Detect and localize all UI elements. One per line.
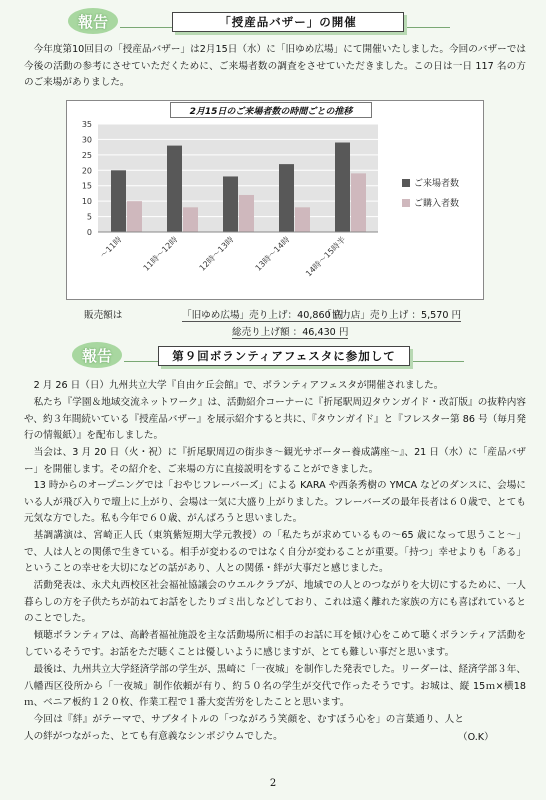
legend-swatch	[402, 179, 410, 187]
paragraph-2: 私たち『学園＆地域交流ネットワーク』は、活動紹介コーナーに『折尾駅周辺タウンガイド・改訂版』の抜粋内容や、約３年間続いている『授産品バザー』を展示紹介すると共に、『タウンガイド』と『フレスター第 86 号（毎月発行の情報紙）』を配布しました。	[24, 397, 526, 441]
bar-buyers	[351, 173, 366, 232]
bar-buyers	[295, 207, 310, 232]
paragraph-4: 13 時からのオープニングでは「おやじフレーバーズ」による KARA や西条秀樹の YMCA などのダンスに、会場にいる人が飛び入りで壇上に上がり、会場は一気に大盛り上がりました。フレーバーズの最年長者は６０歳で、とても元気な方でした。私も今年で６０歳、がんばろうと思いました。	[24, 480, 526, 524]
legend-label: ご購入者数	[414, 199, 460, 209]
author-signature: （O.K）	[458, 732, 494, 743]
y-tick-label: 30	[81, 135, 92, 145]
bar-buyers	[127, 201, 142, 232]
section-title: 「授産品バザー」の開催	[172, 12, 404, 32]
page-number: 2	[269, 778, 277, 789]
paragraph-5: 基調講演は、宮崎正人氏（東筑紫短期大学元教授）の「私たちが求めているもの～65 歳になって思うこと～」で、人は人との関係で生きている。相手が変わるのではなく自分が変わることが重要。「持つ」幸せよりも「ある」ということの幸せを大切になどの話があり、人との関係・絆が大事だと感じました。	[24, 530, 526, 574]
y-tick-label: 15	[81, 181, 92, 191]
report-badge-label-2: 報告	[81, 346, 112, 365]
x-tick-label: ～11時	[98, 235, 124, 260]
bar-visitors	[279, 164, 294, 232]
sales-total: 総売り上げ額 ：46,430 円	[232, 324, 348, 339]
chart-title: 2月15日のご来場者数の時間ごとの推移	[170, 102, 372, 118]
y-tick-label: 20	[81, 166, 92, 176]
y-tick-label: 10	[81, 197, 92, 207]
paragraph-1: 2 月 26 日（日）九州共立大学『自由ケ丘会館』で、ボランティアフェスタが開催されました。	[33, 380, 444, 391]
x-tick-label: 14時～15時半	[304, 235, 348, 279]
paragraph-3: 当会は、3 月 20 日（火・祝）に『折尾駅周辺の街歩き～観光サポーター養成講座～』、21 日（水）に「産品バザー」を開催します。その紹介を、ご来場の方に直接説明をすることができました。	[24, 447, 526, 475]
x-tick-label: 12時～13時	[197, 235, 236, 273]
y-tick-label: 25	[81, 150, 92, 160]
y-tick-label: 5	[86, 212, 92, 222]
y-tick-label: 0	[86, 228, 92, 237]
section-title-2: 第９回ボランティアフェスタに参加して	[158, 346, 410, 366]
bar-buyers	[183, 207, 198, 232]
sales-partner-store: 「協力店」売り上げ ：5,570 円	[322, 307, 461, 322]
report-badge-2	[72, 342, 122, 368]
bar-buyers	[239, 195, 254, 232]
legend-swatch	[402, 199, 410, 207]
bar-visitors	[335, 143, 350, 232]
report-badge-label: 報告	[77, 12, 108, 31]
paragraph-8: 最後は、九州共立大学経済学部の学生が、黒崎に「一夜城」を制作した発表でした。リーダーは、経済学部３年、八幡西区役所から「一夜城」制作依頼が有り、約５０名の学生が交代で作ったそうです。お城は、縦 15ｍ×横18ｍ、ベニア板約１２０枚、作業工程で１番大変苦労をしたことと思います。	[24, 664, 526, 708]
paragraph-6: 活動発表は、永犬丸西校区社会福祉協議会のウエルクラブが、地域での人とのつながりを大切にするために、一人暮らしの方を子供たちが訪ねてお話をしたりゴミ出しなどしており、これは遠く離れた家族の方にも喜ばれているとのことでした。	[24, 580, 526, 624]
sales-yume-hiroba: 「旧ゆめ広場」売り上げ：40,860 円	[182, 307, 343, 322]
section1-paragraph: 今年度第10回目の「授産品バザー」は2月15日（水）に「旧ゆめ広場」にて開催いたしました。今回のバザーでは今後の活動の参考にさせていただくために、ご来場者数の調査をさせていただきました。この日は一日 117 名の方のご来場がありました。	[24, 44, 526, 88]
legend-label: ご来場者数	[414, 179, 460, 189]
x-tick-label: 11時～12時	[141, 235, 180, 273]
x-tick-label: 13時～14時	[253, 235, 292, 273]
bar-visitors	[111, 170, 126, 232]
paragraph-9: 今回は『絆』がテーマで、サブタイトルの「つながろう笑顔を、むすぼう心を」の言葉通り、人と人の絆がつながった、とても有意義なシンポジウムでした。	[24, 714, 464, 742]
y-tick-label: 35	[81, 120, 92, 129]
bar-chart	[0, 0, 546, 310]
bar-visitors	[223, 176, 238, 232]
sales-label: 販売額は	[84, 310, 123, 321]
paragraph-7: 傾聴ボランティアは、高齢者福祉施設を主な活動場所に相手のお話に耳を傾け心をこめて聴くボランティア活動をしているそうです。お話をただ聴くことは優しいように感じますが、とても難しい事だと思います。	[24, 630, 526, 658]
bar-visitors	[167, 146, 182, 232]
